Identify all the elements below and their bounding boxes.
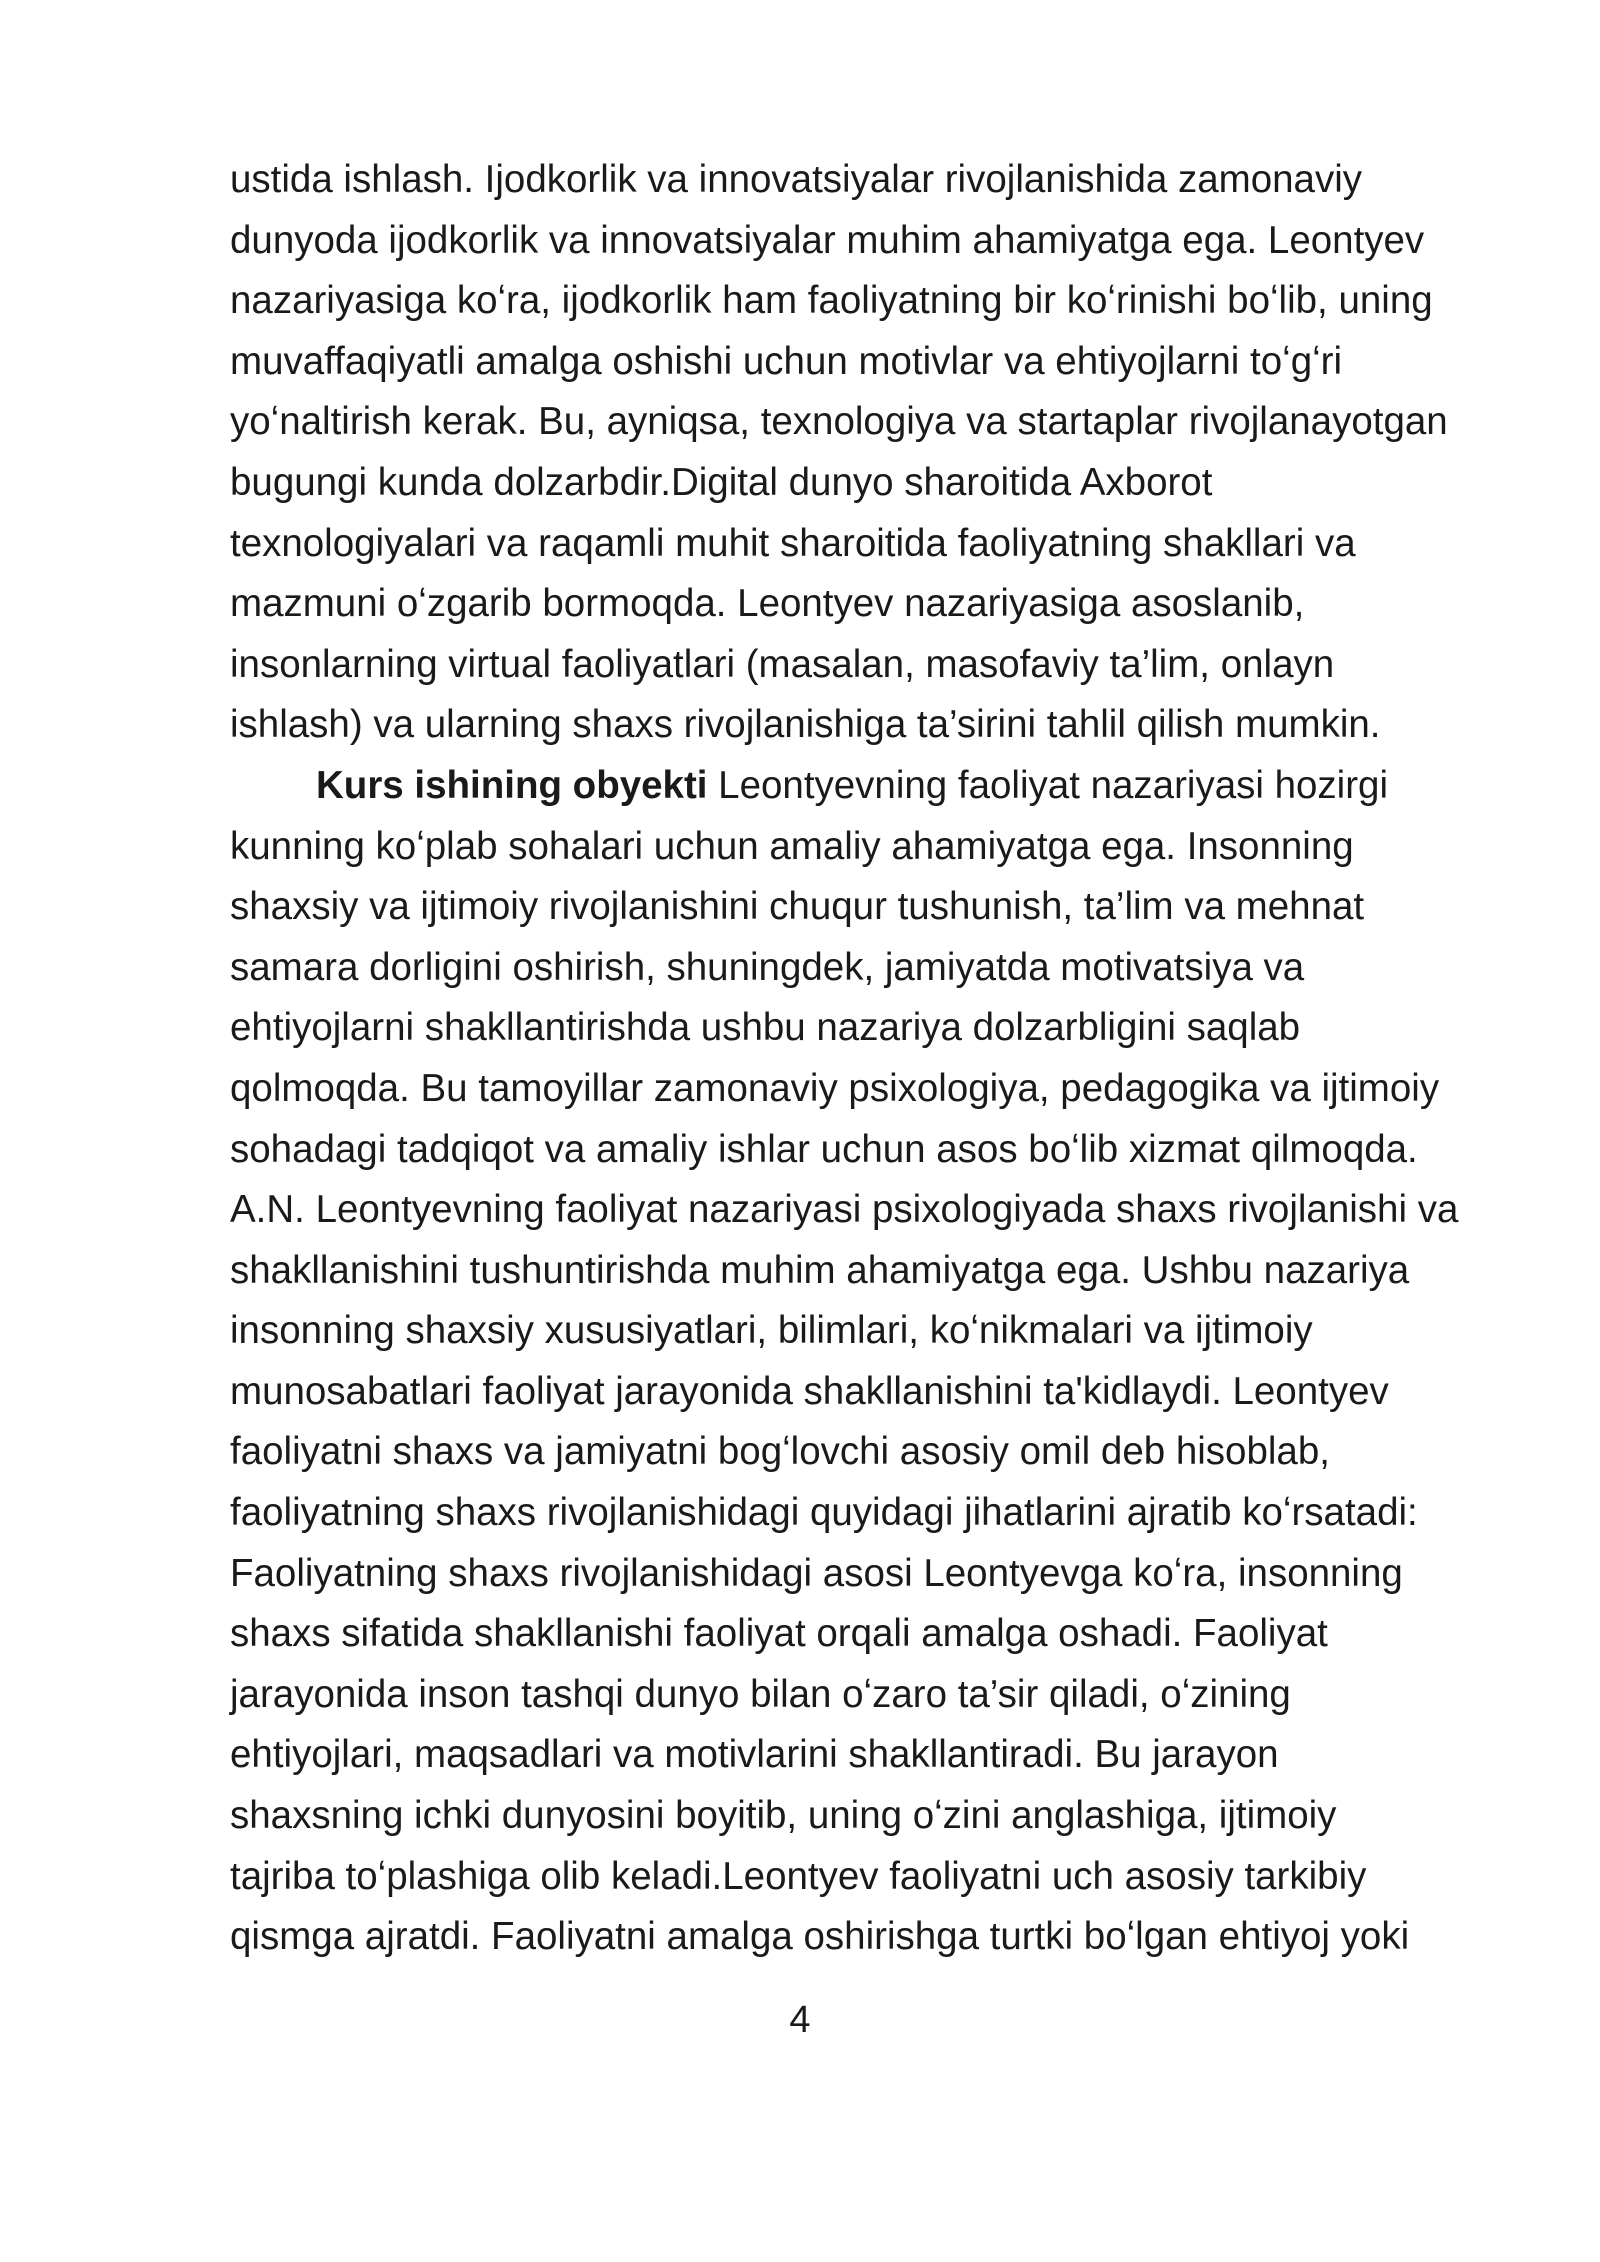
body-text	[230, 150, 1500, 1968]
text-line: muvaffaqiyatli amalga oshishi uchun motivlar va ehtiyojlarni toʻgʻri	[230, 339, 1343, 383]
text-line: texnologiyalari va raqamli muhit sharoitida faoliyatning shakllari va	[230, 521, 1356, 565]
text-line: ustida ishlash. Ijodkorlik va innovatsiyalar rivojlanishida zamonaviy	[230, 158, 1363, 201]
text-line: dunyoda ijodkorlik va innovatsiyalar muhim ahamiyatga ega. Leontyev	[230, 218, 1425, 262]
paragraph-1	[230, 150, 1500, 756]
text-line: shaxs sifatida shakllanishi faoliyat orqali amalga oshadi. Faoliyat	[230, 1612, 1328, 1656]
page-number: 4	[789, 1999, 811, 2041]
text-line: jarayonida inson tashqi dunyo bilan oʻzaro ta’sir qiladi, oʻzining	[230, 1672, 1291, 1716]
text-line: kunning koʻplab sohalari uchun amaliy ahamiyatga ega. Insonning	[230, 824, 1354, 868]
first-line-text: Leontyevning faoliyat nazariyasi hozirgi	[707, 763, 1389, 807]
text-line: bugungi kunda dolzarbdir.Digital dunyo sharoitida Axborot	[230, 460, 1213, 504]
text-line: qismga ajratdi. Faoliyatni amalga oshirishga turtki boʻlgan ehtiyoj yoki	[230, 1915, 1410, 1959]
text-line: shakllanishini tushuntirishda muhim ahamiyatga ega. Ushbu nazariya	[230, 1248, 1410, 1292]
text-line: samara dorligini oshirish, shuningdek, jamiyatda motivatsiya va	[230, 945, 1305, 989]
text-line: munosabatlari faoliyat jarayonida shakllanishini ta'kidlaydi. Leontyev	[230, 1369, 1389, 1413]
text-line: shaxsiy va ijtimoiy rivojlanishini chuqur tushunish, ta’lim va mehnat	[230, 885, 1365, 929]
text-line: faoliyatni shaxs va jamiyatni bogʻlovchi asosiy omil deb hisoblab,	[230, 1430, 1330, 1474]
text-line: Faoliyatning shaxs rivojlanishidagi asosi Leontyevga koʻra, insonning	[230, 1551, 1403, 1595]
paragraph-first-line	[230, 756, 1500, 817]
text-line: ehtiyojlari, maqsadlari va motivlarini shakllantiradi. Bu jarayon	[230, 1733, 1279, 1777]
text-line: insonning shaxsiy xususiyatlari, bilimlari, koʻnikmalari va ijtimoiy	[230, 1309, 1313, 1353]
text-line: faoliyatning shaxs rivojlanishidagi quyidagi jihatlarini ajratib koʻrsatadi:	[230, 1491, 1418, 1535]
text-line: qolmoqda. Bu tamoyillar zamonaviy psixologiya, pedagogika va ijtimoiy	[230, 1066, 1440, 1110]
paragraph-2	[230, 756, 1500, 1968]
text-line: sohadagi tadqiqot va amaliy ishlar uchun asos boʻlib xizmat qilmoqda.	[230, 1127, 1418, 1171]
text-line: tajriba toʻplashiga olib keladi.Leontyev faoliyatni uch asosiy tarkibiy	[230, 1854, 1367, 1898]
text-line: shaxsning ichki dunyosini boyitib, uning oʻzini anglashiga, ijtimoiy	[230, 1794, 1337, 1838]
text-line: yoʻnaltirish kerak. Bu, ayniqsa, texnologiya va startaplar rivojlanayotgan	[230, 400, 1448, 444]
section-heading-inline: Kurs ishining obyekti	[316, 763, 708, 807]
text-line: A.N. Leontyevning faoliyat nazariyasi psixologiyada shaxs rivojlanishi va	[230, 1188, 1459, 1232]
text-line: mazmuni oʻzgarib bormoqda. Leontyev nazariyasiga asoslanib,	[230, 582, 1305, 626]
text-line: insonlarning virtual faoliyatlari (masalan, masofaviy ta’lim, onlayn	[230, 642, 1335, 686]
text-line: ishlash) va ularning shaxs rivojlanishiga ta’sirini tahlil qilish mumkin.	[230, 703, 1381, 747]
text-line: ehtiyojlarni shakllantirishda ushbu nazariya dolzarbligini saqlab	[230, 1006, 1301, 1050]
text-line: nazariyasiga koʻra, ijodkorlik ham faoliyatning bir koʻrinishi boʻlib, uning	[230, 279, 1433, 323]
